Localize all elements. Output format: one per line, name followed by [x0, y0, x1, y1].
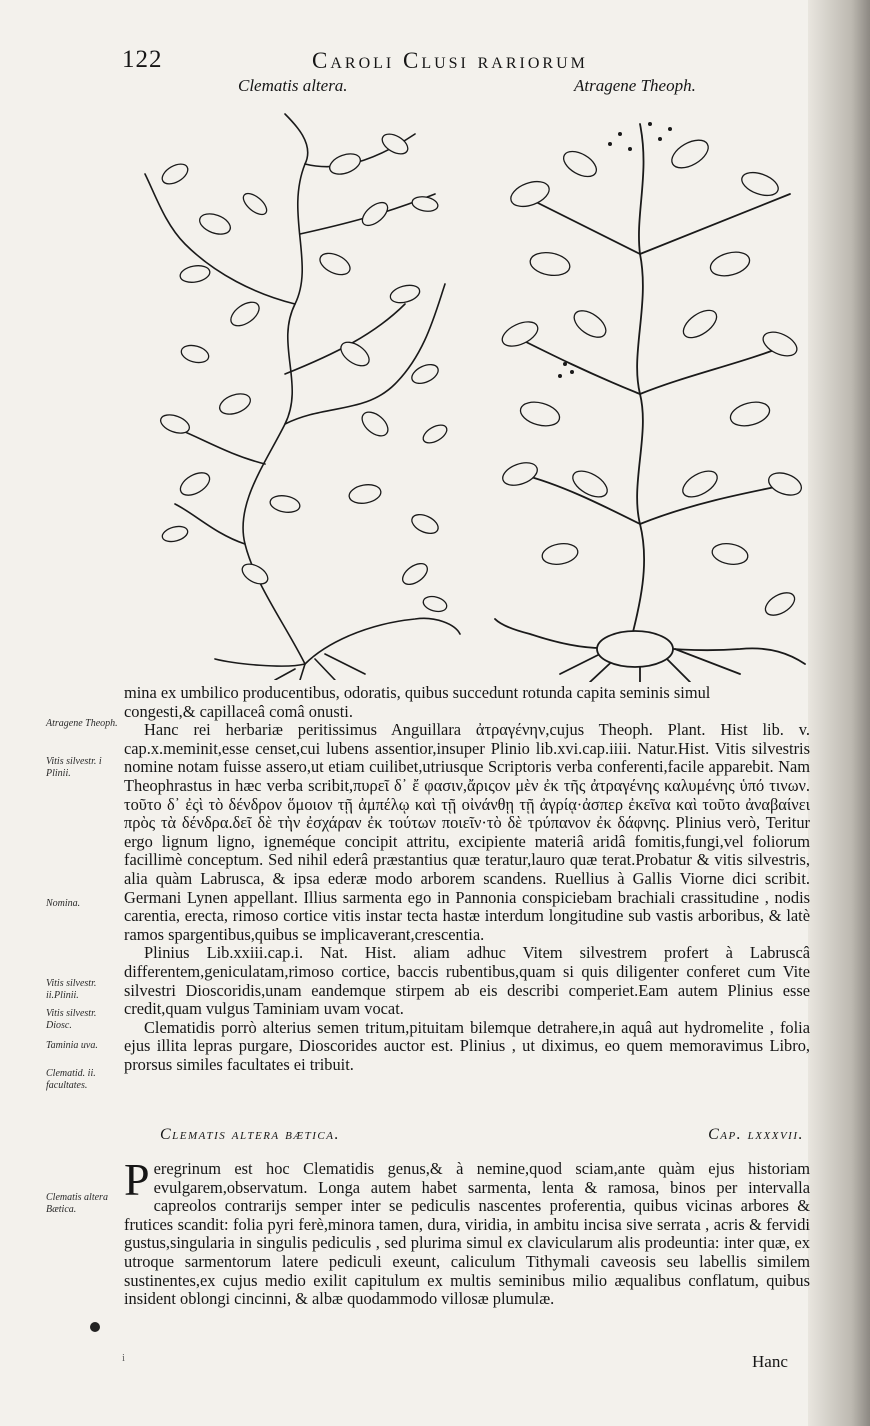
text-line: congesti,& capillaceâ comâ onusti. — [124, 701, 353, 721]
margin-note: Taminia uva. — [46, 1040, 98, 1051]
catchword: Hanc — [752, 1352, 788, 1371]
drop-cap: P — [124, 1154, 150, 1205]
text-line: mina ex umbilico producentibus, odoratis, quibus succedunt rotunda capita seminis simul — [124, 683, 711, 702]
margin-note: Clematis altera Bætica. — [46, 1192, 108, 1215]
section-heading — [124, 1126, 814, 1148]
page-header — [122, 46, 732, 76]
body-text-lower — [124, 1154, 810, 1309]
chapter-number: Cap. lxxxvii. — [708, 1126, 804, 1143]
section-title: Clematis altera bætica. — [160, 1126, 340, 1143]
margin-note: Vitis silvestr. Diosc. — [46, 1008, 97, 1031]
margin-note: Vitis silvestr. ii.Plinii. — [46, 978, 97, 1001]
page-gutter-shadow — [808, 0, 870, 1426]
figure-caption-right: Atragene Theoph. — [574, 76, 696, 95]
clematis-altera-woodcut — [135, 104, 465, 680]
paragraph-anguillara: Hanc rei herbariæ peritissimus Anguillara ἀτραγένην,cujus Theoph. Plant. Hist lib. v. cap.x.meminit,esse censet,cui lubens assentior,insuper Plinio lib.xvi.cap.iiii. Natur.Hist. Vitis silvestris nomine notam fuisse assero,ut etiam cuilibet,utriusque Scriptoris verba conferenti,facile apparebit. Nam Theophrastus in hæc verba scribit,πυρεῖ δ᾽ ἔ φασιν,ἄριςον μὲν ἐκ τῆς ἀτραγένης καλυμένης ὑπό τινων. τοῦτο δ᾽ ἐςὶ τὸ δένδρον ὅμοιον τῇ ἀμπέλῳ καὶ τῇ οἰνάνθῃ τῇ ἀγρίᾳ·ἀσπερ ἐκεῖνα καὶ τοῦτο ἀναβαίνει πρὸς τὰ δένδρα.δεῖ δὲ τὴν ἐσχάραν ἐκ τούτων ποιεῖν·τὸ δὲ τρύπανον ἐκ δάφνης. Plinius verò, Teritur ergo lignum ligno, igneméque concipit attritu, excipiente materiâ aridâ fomitis,fungi,vel foliorum facillimè conceptum. Sed nihil ederâ præstantius quæ teratur,lauro quæ terat.Probatur & vitis silvestris, alia quàm Labrusca, & ipsa ederæ modo arborem scandens. Ruellius à Gallis Viorne dici scribit. Germani Lynen appellant. Illius sarmenta ego in Pannonia conspiciebam brachiali crassitudine , nodis carentia, erecta, rimoso cortice vitis instar tecta hastæ interdum longitudine sub vastis arboribus, & latè ramos spargentibus,quibus se implicaverant,crescentia. — [124, 720, 810, 944]
paragraph-peregrinum — [124, 1154, 810, 1309]
ink-blot — [90, 1322, 100, 1332]
atragene-woodcut — [490, 104, 812, 682]
paragraph-text: eregrinum est hoc Clematidis genus,& à nemine,quod sciam,ante quàm ejus historiam evulgarem,observatum. Longa autem habet sarmenta, lenta & ramosa, binos per intervalla capreolos contrarijs semper inter se pediculis nascentes proferentia, quibus vicinas arbores & frutices scandit: folia pyri ferè,minora tamen, dura, viridia, in ambitu incisa sive serrata , acris & fervidi gustus,singularia in singulis pediculis , sed plurima simul ex clavicularum alis prodeuntia: inter quæ, ex utroque sarmentorum latere pediculi exeunt, caliculum Tithymali caveosis seu labellis similem sustinentes,ex cujus medio exilit capitulum ex multis seminibus milio æqualibus conflatum, quibus insident oblongi cincinni, & albæ quodammodo villosæ plumulæ. — [124, 1159, 810, 1309]
body-text-upper — [124, 684, 810, 1074]
signature-mark: i — [122, 1352, 126, 1364]
paragraph-clematidis: Clematidis porrò alterius semen tritum,pituitam bilemque detrahere,in aquâ aut hydromelite , folia ejus illita lepras purgare, Dioscorides auctor est. Plinius , ut diximus, eo quem memoravimus Libro, prorsus similes facultates ei tribuit. — [124, 1017, 810, 1074]
paragraph-plinius: Plinius Lib.xxiii.cap.i. Nat. Hist. aliam adhuc Vitem silvestrem profert à Labruscâ differentem,geniculatam,rimoso cortice, baccis rubentibus,quam si quis diligenter conferet cum Vite silvestri Dioscoridis,unam eandemque stirpem ab eis describi comperiet.Eam autem Plinius esse credit,quam vulgus Taminiam uvam vocat. — [124, 943, 810, 1019]
page-number: 122 — [122, 46, 163, 73]
margin-note: Atragene Theoph. — [46, 718, 118, 729]
figure-caption-left: Clematis altera. — [238, 76, 348, 95]
running-title: Caroli Clusi rariorum — [312, 48, 588, 73]
margin-note: Nomina. — [46, 898, 81, 909]
margin-note: Clematid. ii. facultates. — [46, 1068, 96, 1091]
margin-note: Vitis silvestr. i Plinii. — [46, 756, 102, 779]
